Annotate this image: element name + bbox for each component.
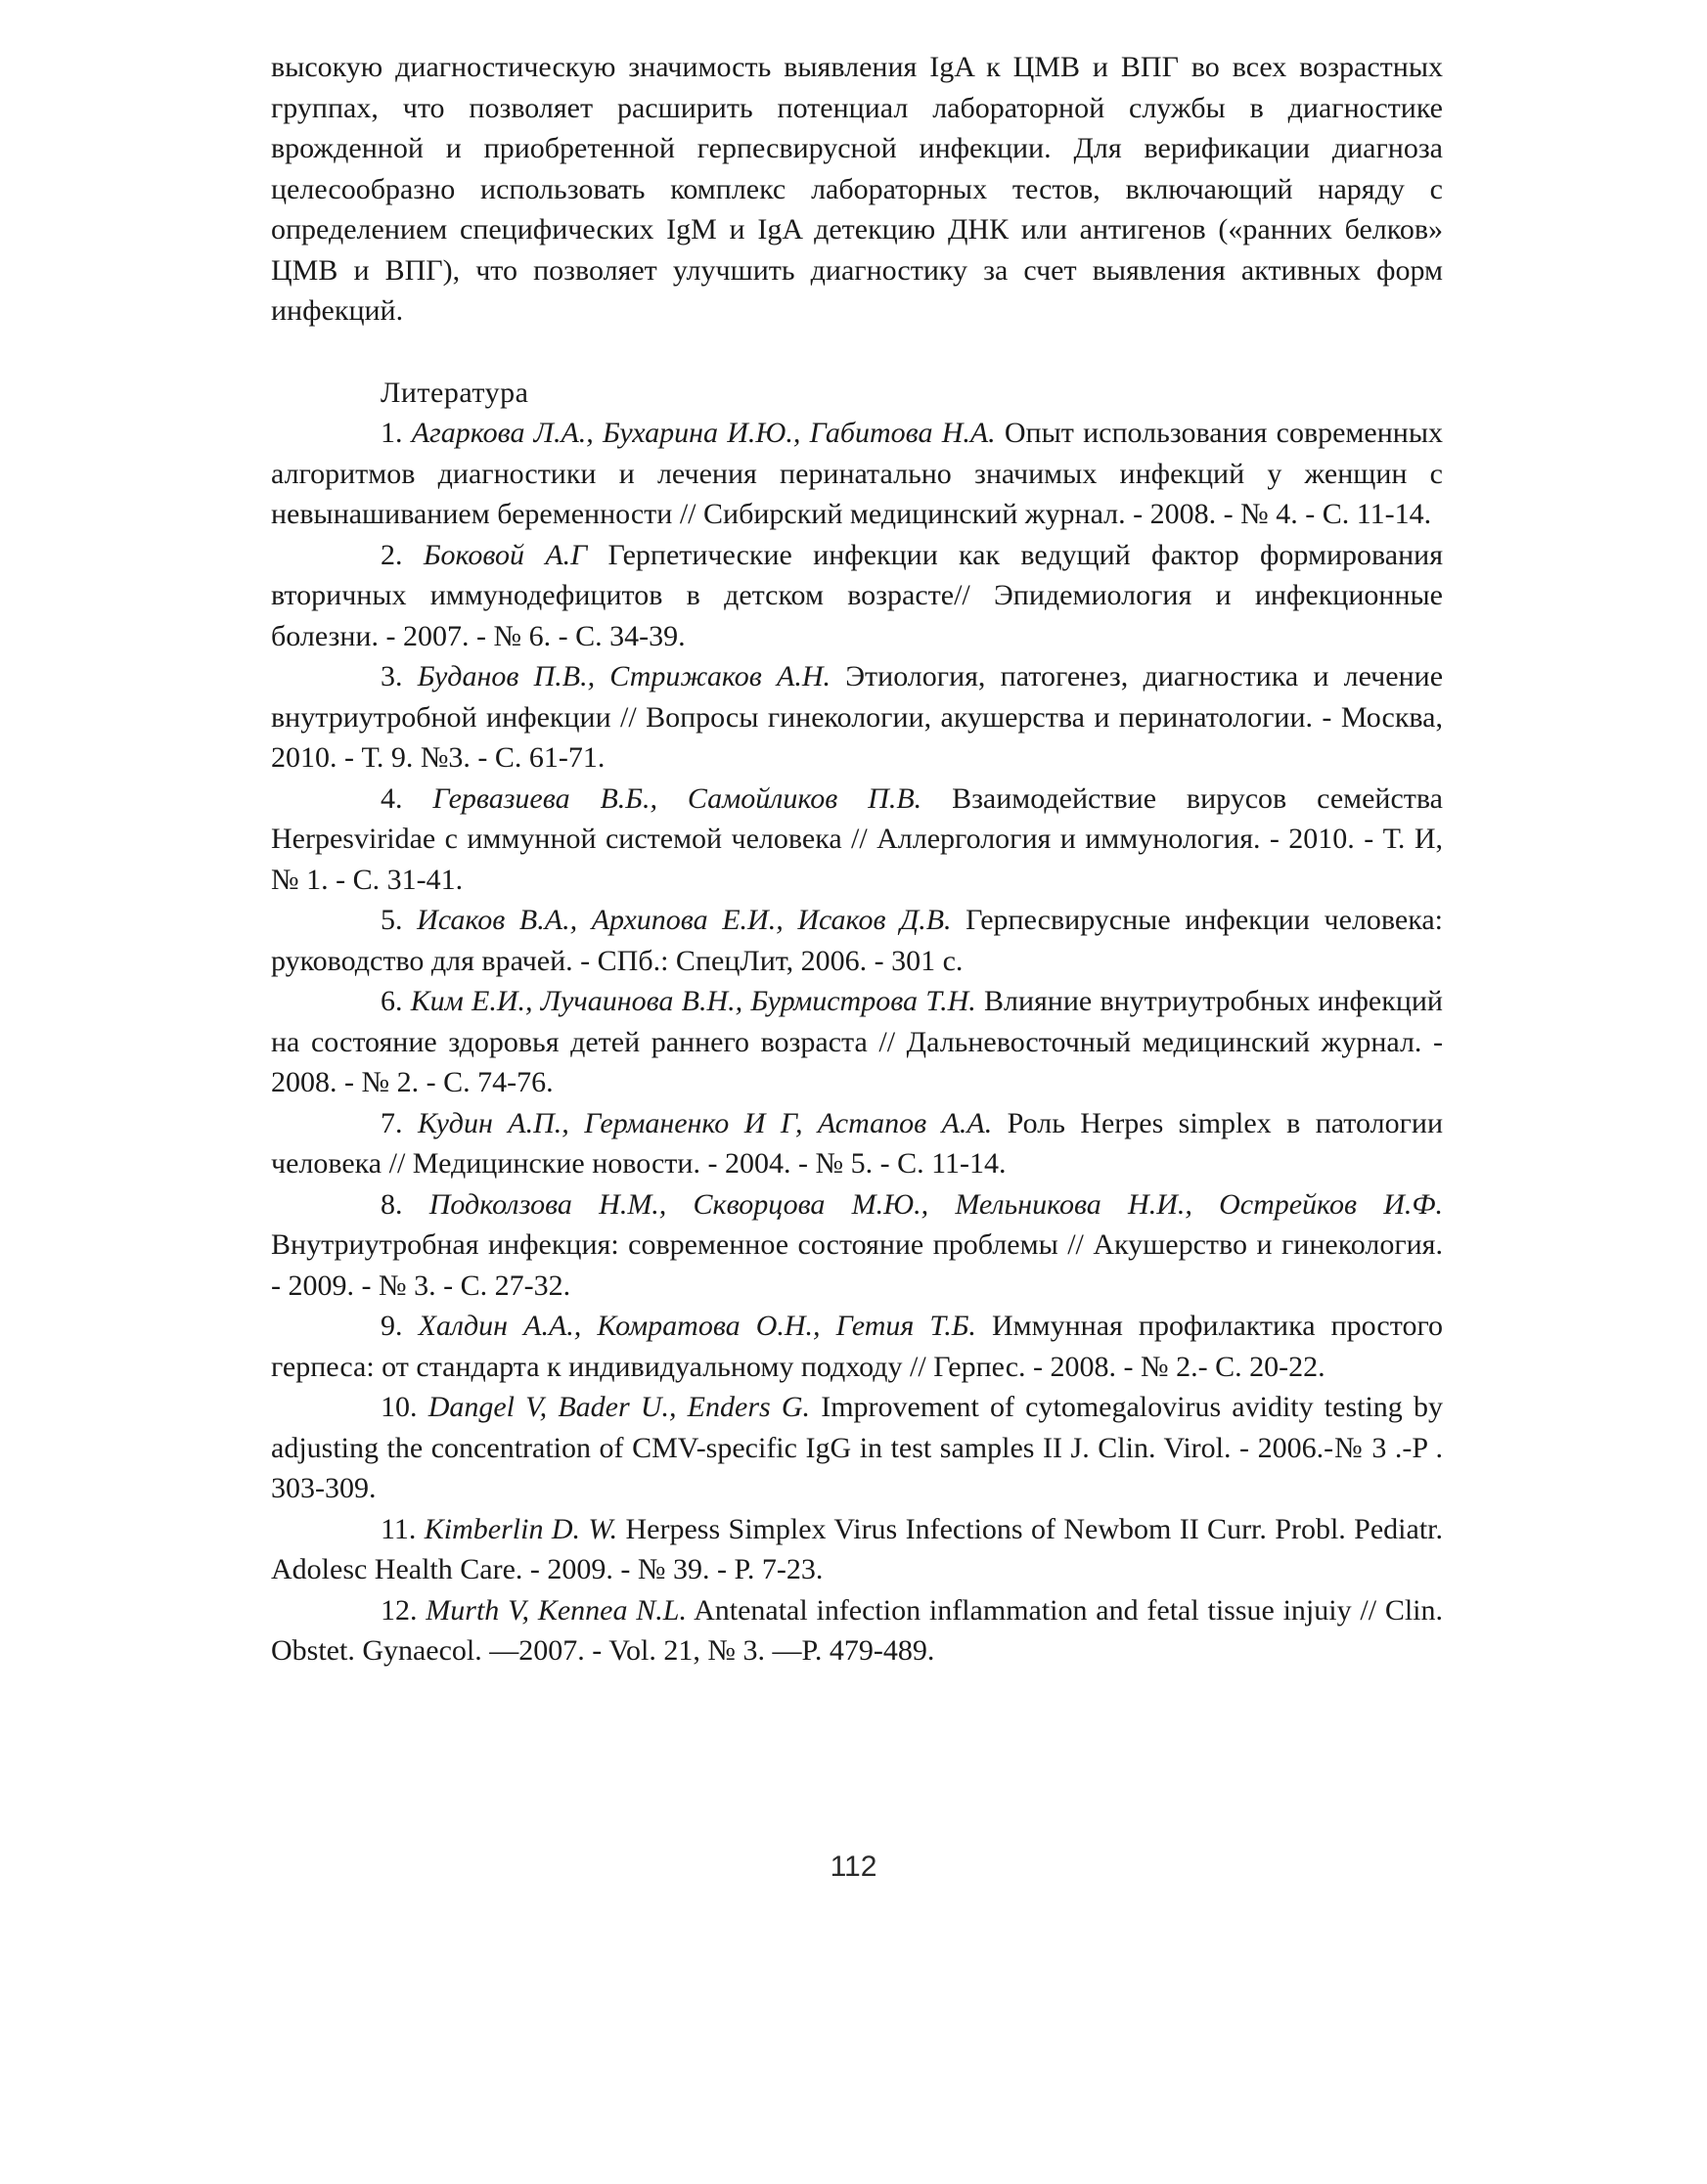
reference-number: 5. (381, 904, 403, 936)
reference-authors: Боковой А.Г (423, 538, 588, 571)
reference-authors: Murth V, Kennea N.L. (426, 1593, 687, 1627)
reference-text: Герпесвирусные инфекции человека: руководство для врачей. - СПб.: СпецЛит, 2006. - 301 с. (271, 904, 1443, 977)
reference-item (271, 1509, 1443, 1590)
reference-text: Роль Herpes simplex в патологии человека // Медицинские новости. - 2004. - № 5. - С. 11-14. (271, 1106, 1443, 1180)
reference-item (271, 413, 1443, 535)
reference-text: Этиология, патогенез, диагностика и лечение внутриутробной инфекции // Вопросы гинекологии, акушерства и перинатологии. - Москва, 2010. - Т. 9. №3. - С. 61-71. (271, 660, 1444, 774)
reference-number: 10. (381, 1391, 418, 1423)
reference-number: 7. (381, 1106, 403, 1139)
reference-item (271, 1590, 1443, 1671)
reference-number: 9. (381, 1310, 403, 1342)
reference-number: 3. (381, 660, 403, 692)
reference-item (271, 1103, 1443, 1184)
reference-text: Herpess Simplex Virus Infections of Newbom II Curr. Probl. Pediatr. Adolesc Health Care. - 2009. - № 39. - P. 7-23. (271, 1512, 1443, 1585)
reference-item (271, 1184, 1443, 1307)
reference-authors: Кудин А.П., Германенко И Г, Астапов А.А. (417, 1106, 993, 1139)
reference-authors: Халдин А.А., Комратова О.Н., Гетия Т.Б. (418, 1310, 976, 1342)
reference-list (271, 413, 1443, 1671)
reference-item (271, 900, 1443, 981)
reference-item (271, 779, 1443, 901)
reference-number: 12. (381, 1593, 418, 1627)
reference-authors: Гервазиева В.Б., Самойликов П.В. (432, 781, 922, 815)
literature-heading: Литература (381, 376, 529, 409)
reference-text: Влияние внутриутробных инфекций на состояние здоровья детей раннего возраста // Дальневосточный медицинский журнал. - 2008. - № 2. - С. 74-76. (271, 985, 1443, 1098)
page-number: 112 (830, 1850, 877, 1883)
reference-number: 2. (381, 538, 403, 571)
reference-authors: Агаркова Л.А., Бухарина И.Ю., Габитова Н.А. (411, 417, 996, 449)
reference-authors: Подколзова Н.М., Скворцова М.Ю., Мельникова Н.И., Острейков И.Ф. (428, 1187, 1443, 1221)
reference-item (271, 981, 1443, 1103)
reference-text: Взаимодействие вирусов семейства Herpesviridae с иммунной системой человека // Аллергология и иммунология. - 2010. - Т. И, № 1. - С. 31-41. (271, 781, 1443, 896)
reference-authors: Исаков В.А., Архипова Е.И., Исаков Д.В. (417, 904, 952, 936)
reference-number: 8. (381, 1187, 403, 1221)
intro-paragraph: высокую диагностическую значимость выявления IgA к ЦМВ и ВПГ во всех возрастных группах, что позволяет расширить потенциал лабораторной службы в диагностике врожденной и приобретенной герпесвирусной инфекции. Для верификации диагноза целесообразно использовать комплекс лабораторных тестов, включающий наряду с определением специфических IgM и IgA детекцию ДНК или антигенов («ранних белков» ЦМВ и ВПГ), что позволяет улучшить диагностику за счет выявления активных форм инфекций. (271, 51, 1443, 327)
reference-number: 4. (381, 781, 403, 815)
reference-text: Improvement of cytomegalovirus avidity testing by adjusting the concentration of CMV-specific IgG in test samples II J. Clin. Virol. - 2006.-№ 3 .-P . 303-309. (271, 1391, 1443, 1504)
reference-number: 6. (381, 985, 403, 1017)
reference-item (271, 535, 1443, 657)
reference-text: Иммунная профилактика простого герпеса: от стандарта к индивидуальному подходу // Герпес. - 2008. - № 2.- С. 20-22. (271, 1310, 1444, 1383)
reference-authors: Ким Е.И., Лучаинова В.Н., Бурмистрова Т.Н. (410, 985, 976, 1017)
reference-authors: Dangel V, Bader U., Enders G. (427, 1391, 811, 1423)
document-page (271, 47, 1443, 1671)
reference-number: 11. (381, 1512, 417, 1545)
reference-text: Герпетические инфекции как ведущий фактор формирования вторичных иммунодефицитов в детском возрасте// Эпидемиология и инфекционные болезни. - 2007. - № 6. - С. 34-39. (271, 538, 1444, 652)
reference-text: Внутриутробная инфекция: современное состояние проблемы // Акушерство и гинекология. - 2009. - № 3. - С. 27-32. (271, 1228, 1443, 1302)
reference-item (271, 1306, 1443, 1387)
reference-item (271, 1387, 1443, 1509)
reference-authors: Kimberlin D. W. (424, 1512, 618, 1545)
reference-item (271, 656, 1443, 779)
reference-text: Опыт использования современных алгоритмов диагностики и лечения перинатально значимых инфекций у женщин с невынашиванием беременности // Сибирский медицинский журнал. - 2008. - № 4. - С. 11-14. (271, 417, 1443, 530)
reference-authors: Буданов П.В., Стрижаков А.Н. (417, 660, 831, 692)
reference-number: 1. (381, 417, 403, 449)
reference-text: Antenatal infection inflammation and fetal tissue injuiy // Clin. Obstet. Gynaecol. —2007. - Vol. 21, № 3. —P. 479-489. (271, 1593, 1444, 1667)
